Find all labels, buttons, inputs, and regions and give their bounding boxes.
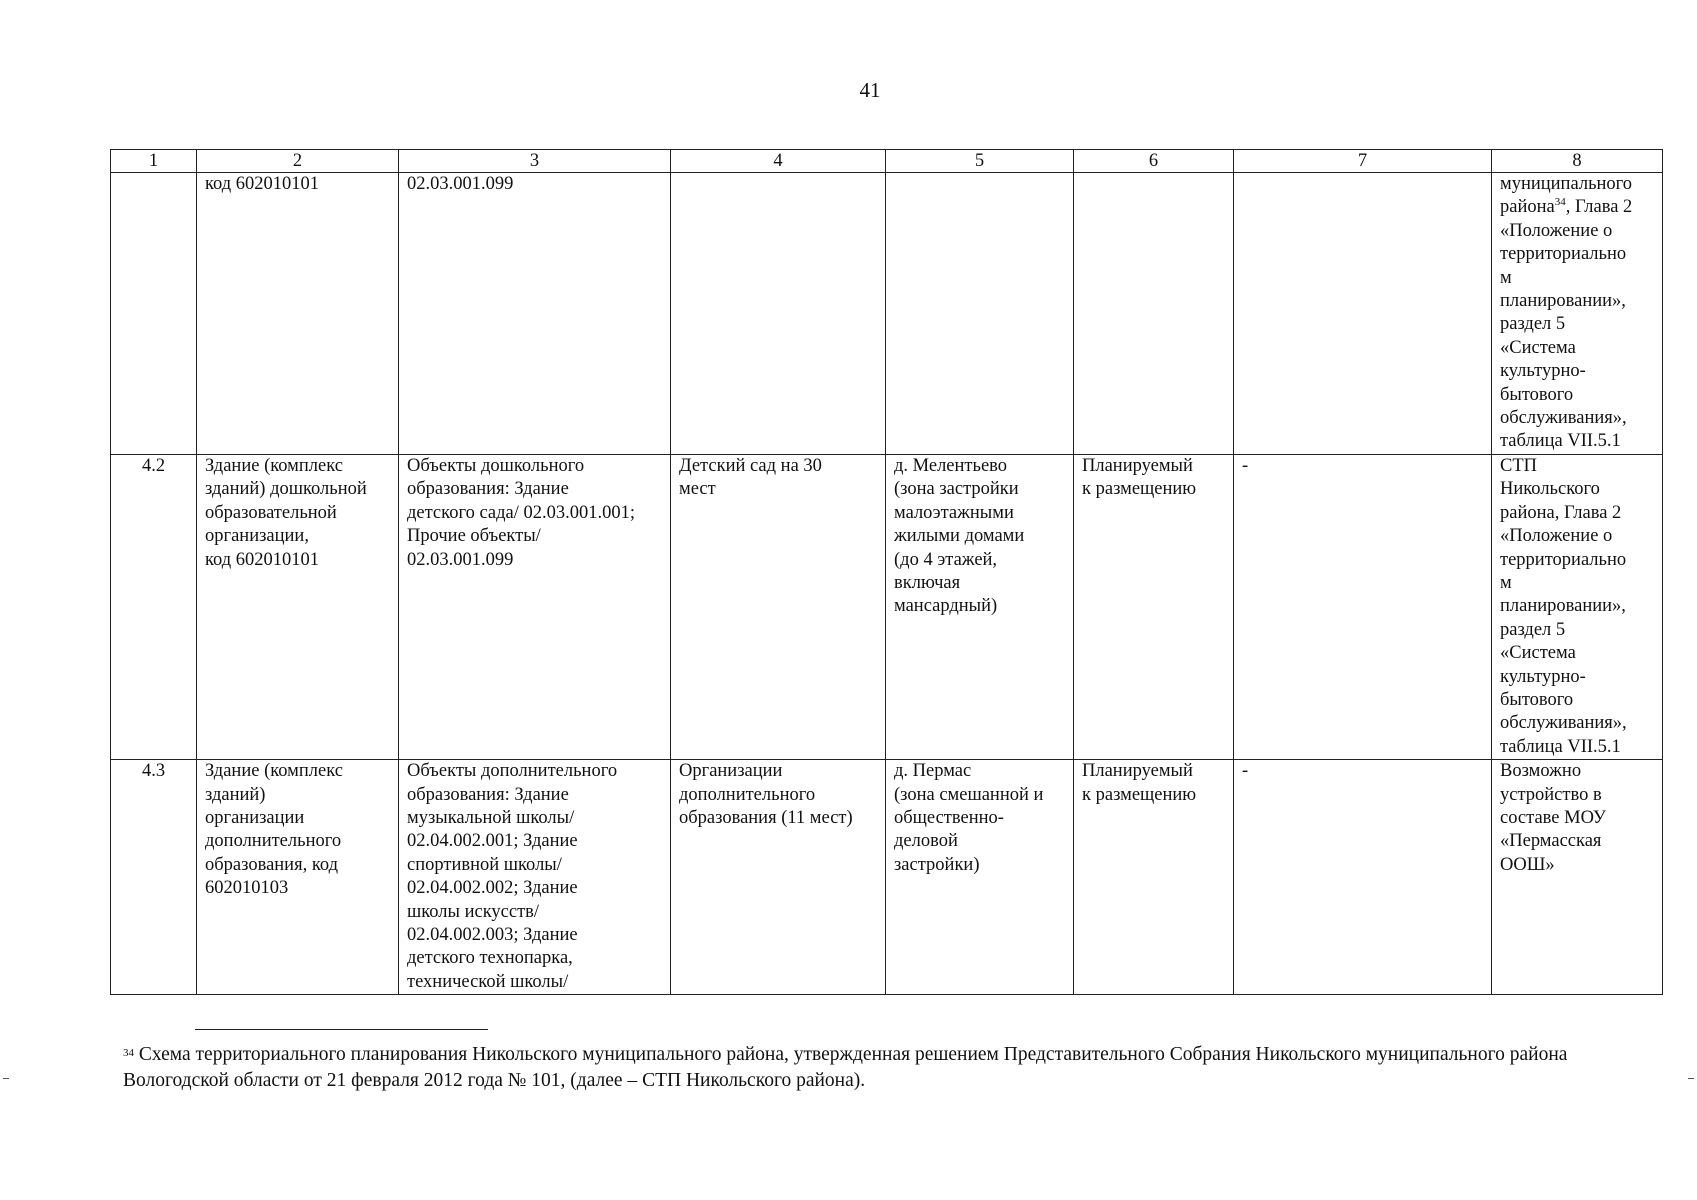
cell-location: д. Мелентьево (зона застройки малоэтажными жилыми домами (до 4 этажей, включая мансардный) <box>886 454 1074 759</box>
cell-location: д. Пермас (зона смешанной и общественно- деловой застройки) <box>886 760 1074 995</box>
page-number: 41 <box>859 78 881 102</box>
cell-object-type: Объекты дошкольного образования: Здание детского сада/ 02.03.001.001; Прочие объекты/ 02.03.001.099 <box>399 454 671 759</box>
source-text-rest: , Глава 2 «Положение о территориально м планировании», раздел 5 «Система культурно- бытового обслуживания», таблица VII.5.1 <box>1500 197 1633 452</box>
cell-status <box>1074 173 1234 455</box>
column-header: 4 <box>671 150 886 173</box>
cell-characteristics: Организации дополнительного образования (11 мест) <box>671 760 886 995</box>
cell-location <box>886 173 1074 455</box>
column-header: 7 <box>1234 150 1492 173</box>
cell-zones: - <box>1234 454 1492 759</box>
cell-object-type: 02.03.001.099 <box>399 173 671 455</box>
column-header: 2 <box>197 150 399 173</box>
cell-number: 4.2 <box>111 454 197 759</box>
cell-object-name: Здание (комплекс зданий) дошкольной образовательной организации, код 602010101 <box>197 454 399 759</box>
column-header: 3 <box>399 150 671 173</box>
cell-zones: - <box>1234 760 1492 995</box>
table-row <box>111 760 1663 995</box>
footnote-text: Схема территориального планирования Никольского муниципального района, утвержденная решением Представительного Собрания Никольского муниципального района Вологодской области от 21 февраля 2012 года № 101, (далее – СТП Никольского района). <box>123 1044 1568 1091</box>
cell-number <box>111 173 197 455</box>
column-header: 1 <box>111 150 197 173</box>
objects-table <box>110 149 1663 995</box>
scan-margin-mark-left <box>3 1078 9 1079</box>
cell-source <box>1492 173 1663 455</box>
column-header: 5 <box>886 150 1074 173</box>
cell-characteristics: Детский сад на 30 мест <box>671 454 886 759</box>
footnote-reference: 34 <box>1554 196 1566 209</box>
cell-characteristics <box>671 173 886 455</box>
cell-zones <box>1234 173 1492 455</box>
column-header: 8 <box>1492 150 1663 173</box>
footnote-mark: 34 <box>123 1047 134 1059</box>
cell-status: Планируемый к размещению <box>1074 454 1234 759</box>
table-row <box>111 454 1663 759</box>
table-row-continued <box>111 173 1663 455</box>
cell-object-name: код 602010101 <box>197 173 399 455</box>
column-header: 6 <box>1074 150 1234 173</box>
scan-margin-mark-right <box>1688 1078 1694 1079</box>
source-text-start: муниципального района <box>1500 174 1633 218</box>
cell-status: Планируемый к размещению <box>1074 760 1234 995</box>
footnote <box>123 1042 1593 1094</box>
cell-source: Возможно устройство в составе МОУ «Пермасская ООШ» <box>1492 760 1663 995</box>
cell-source: СТП Никольского района, Глава 2 «Положение о территориально м планировании», раздел 5 «Система культурно- бытового обслуживания», таблица VII.5.1 <box>1492 454 1663 759</box>
footnote-separator <box>195 1029 488 1030</box>
table-header-row <box>111 150 1663 173</box>
cell-number: 4.3 <box>111 760 197 995</box>
cell-object-name: Здание (комплекс зданий) организации дополнительного образования, код 602010103 <box>197 760 399 995</box>
cell-object-type: Объекты дополнительного образования: Здание музыкальной школы/ 02.04.002.001; Здание спортивной школы/ 02.04.002.002; Здание школы искусств/ 02.04.002.003; Здание детского технопарка, технической школы/ <box>399 760 671 995</box>
